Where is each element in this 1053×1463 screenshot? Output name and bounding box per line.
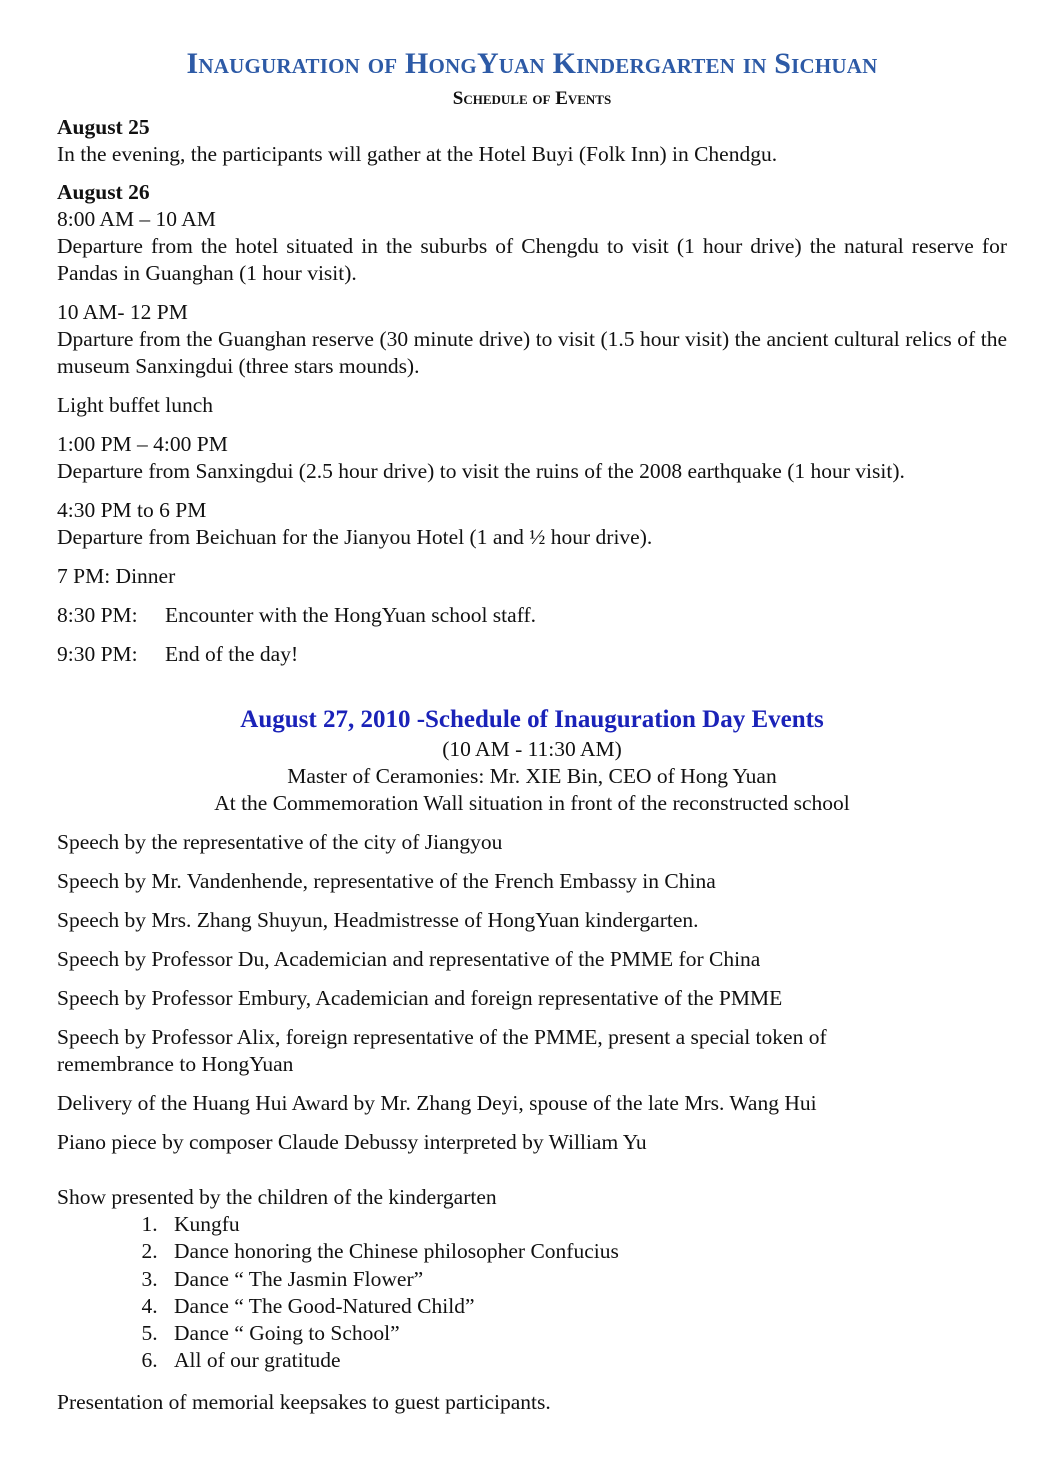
day-heading: August 26 [57,180,150,204]
list-item: Piano piece by composer Claude Debussy interpreted by William Yu [57,1130,647,1154]
slot-text: Departure from the hotel situated in the suburbs of Chengdu to visit (1 hour drive) the natural reserve for Pandas in Guanghan (1 hour visit). [57,234,1007,285]
schedule-slot [57,431,1007,485]
show-list [57,1211,1007,1375]
show-item: 1. Kungfu [163,1211,1007,1238]
slot-text: Departure from Beichuan for the Jianyou Hotel (1 and ½ hour drive). [57,525,653,549]
day-heading: August 25 [57,115,150,139]
schedule-slot [57,206,1007,287]
list-item: Delivery of the Huang Hui Award by Mr. Zhang Deyi, spouse of the late Mrs. Wang Hui [57,1091,817,1115]
section-title: August 27, 2010 -Schedule of Inauguration Day Events [240,706,824,733]
list-item: Speech by the representative of the city of Jiangyou [57,830,503,854]
schedule-slot [57,497,1007,551]
day-august-26 [57,179,1007,668]
end-text: End of the day! [165,642,299,666]
list-item: Speech by Mrs. Zhang Shuyun, Headmistresse of HongYuan kindergarten. [57,908,699,932]
document-page [57,44,1007,1416]
document-subtitle: Schedule of Events [452,88,612,109]
list-item: Speech by Professor Du, Academician and representative of the PMME for China [57,947,761,971]
slot-time: 8:00 AM – 10 AM [57,207,216,231]
dinner-line: 7 PM: Dinner [57,564,176,588]
slot-time: 1:00 PM – 4:00 PM [57,432,228,456]
show-item: 5. Dance “ Going to School” [163,1320,1007,1347]
ceremony-location: At the Commemoration Wall situation in front of the reconstructed school [214,791,850,815]
slot-time: 4:30 PM to 6 PM [57,498,207,522]
day-august-25 [57,114,1007,168]
show-item: 2. Dance honoring the Chinese philosopher Confucius [163,1238,1007,1265]
section-hours: (10 AM - 11:30 AM) [442,737,622,761]
end-time: 9:30 PM: [57,642,138,666]
closing-line: Presentation of memorial keepsakes to guest participants. [57,1389,551,1414]
show-item: 6. All of our gratitude [163,1347,1007,1374]
encounter-text: Encounter with the HongYuan school staff. [165,603,537,627]
schedule-slot [57,299,1007,380]
document-title: Inauguration of HongYuan Kindergarten in Sichuan [186,47,878,80]
day-text: In the evening, the participants will gather at the Hotel Buyi (Folk Inn) in Chendgu. [57,142,778,166]
encounter-line [57,602,1007,629]
list-item: Speech by Mr. Vandenhende, representative of the French Embassy in China [57,869,716,893]
show-item: 3. Dance “ The Jasmin Flower” [163,1266,1007,1293]
encounter-time: 8:30 PM: [57,603,138,627]
slot-text: Departure from Sanxingdui (2.5 hour drive) to visit the ruins of the 2008 earthquake (1 hour visit). [57,459,905,483]
speech-list [57,829,1007,1156]
day-august-27 [57,704,1007,1416]
lunch-line: Light buffet lunch [57,393,214,417]
end-line [57,641,1007,668]
show-item: 4. Dance “ The Good-Natured Child” [163,1293,1007,1320]
list-item: Speech by Professor Embury, Academician and foreign representative of the PMME [57,986,783,1010]
master-of-ceremonies: Master of Ceramonies: Mr. XIE Bin, CEO of Hong Yuan [287,764,777,788]
show-heading: Show presented by the children of the kindergarten [57,1185,497,1209]
list-item: Speech by Professor Alix, foreign representative of the PMME, present a special token of remembrance to HongYuan [57,1025,827,1076]
slot-text: Dparture from the Guanghan reserve (30 minute drive) to visit (1.5 hour visit) the ancient cultural relics of the museum Sanxingdui (three stars mounds). [57,327,1007,378]
slot-time: 10 AM- 12 PM [57,300,188,324]
